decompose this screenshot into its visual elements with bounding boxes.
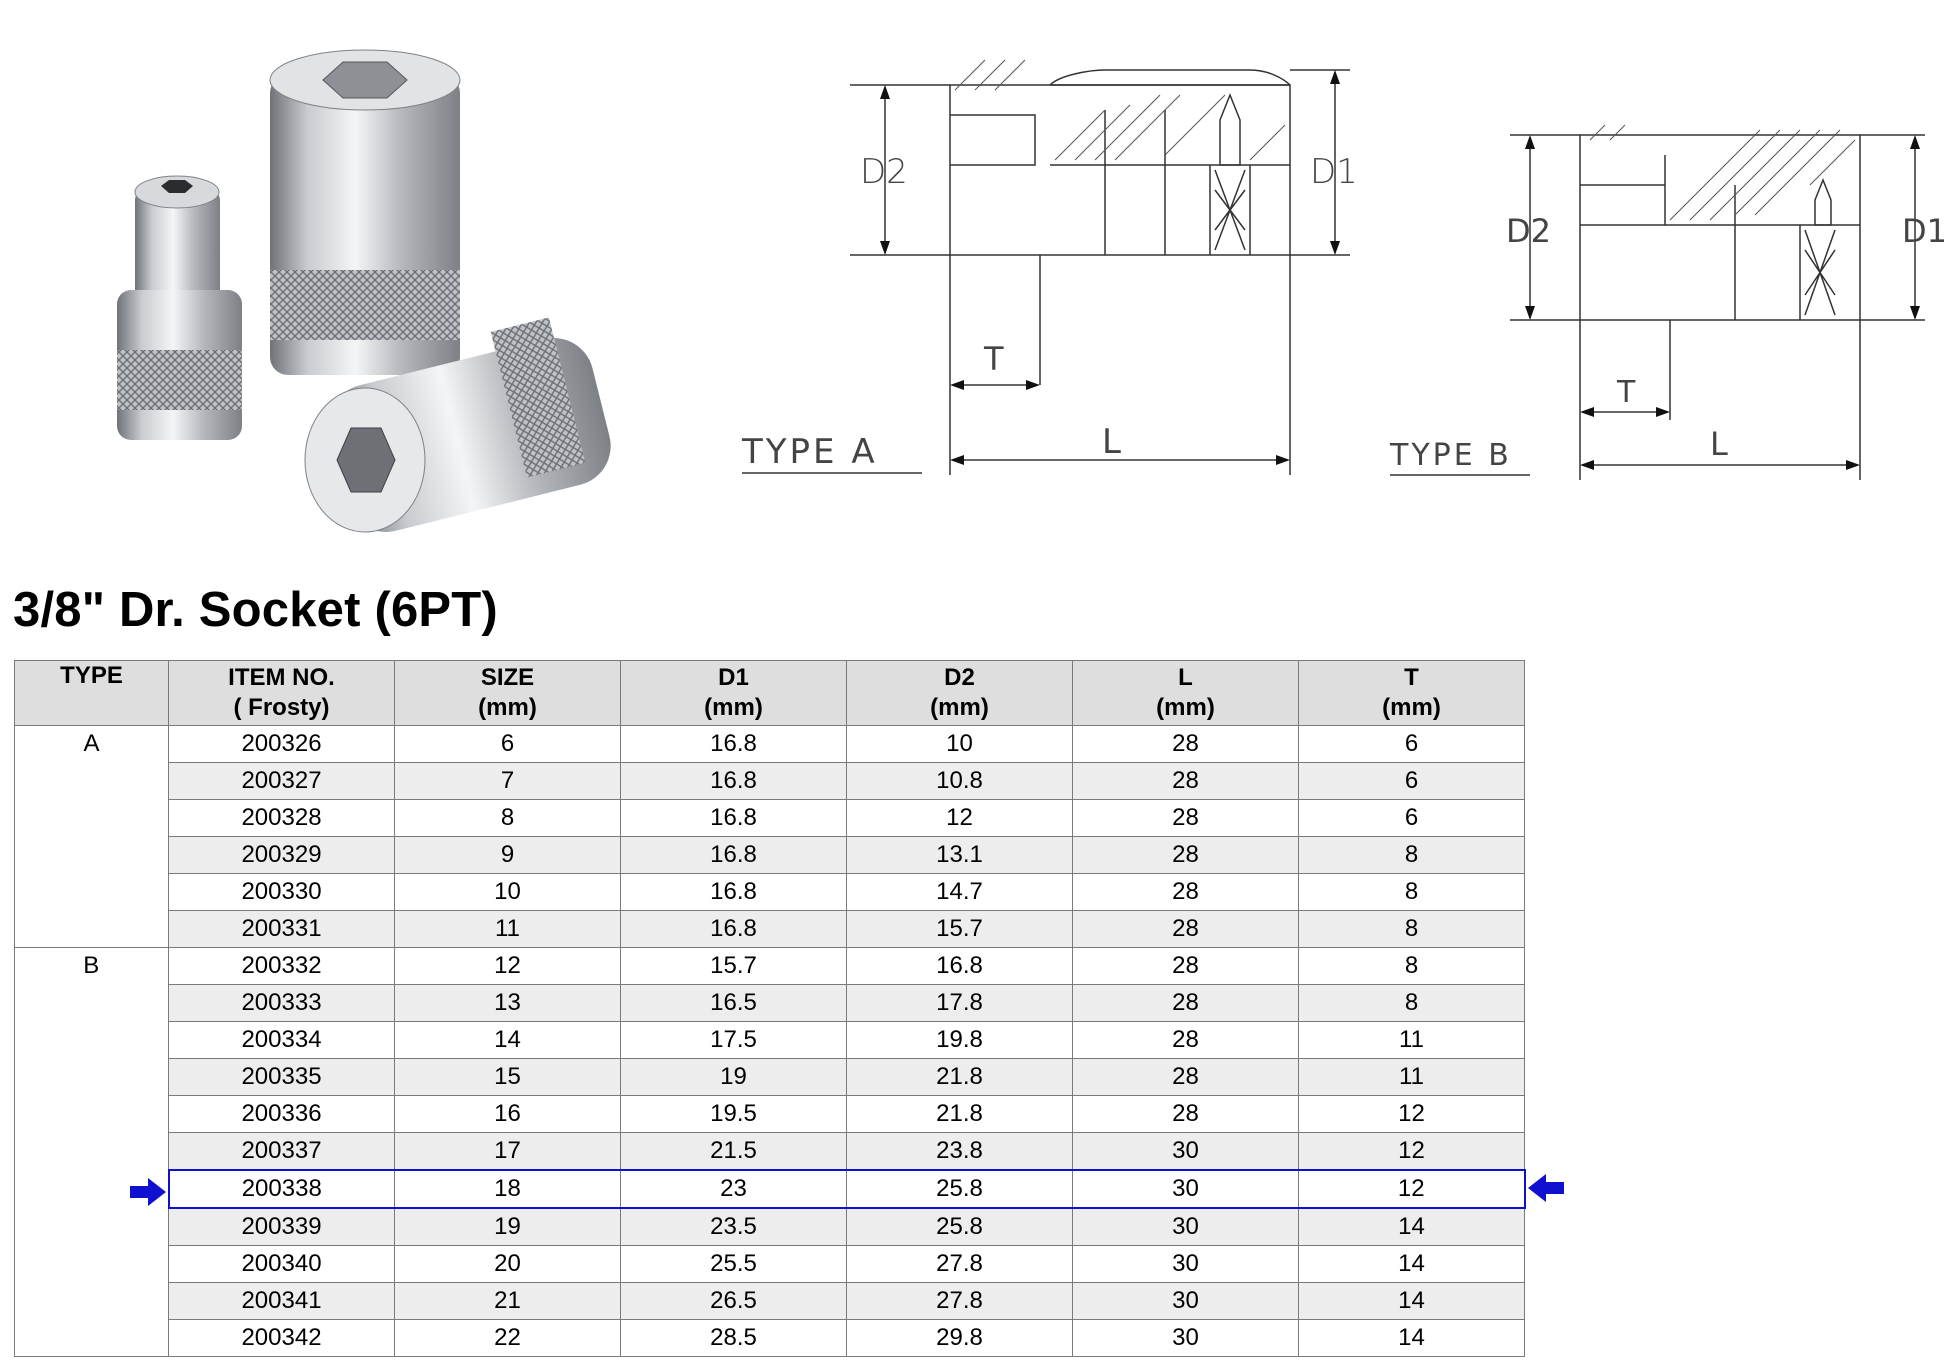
highlight-arrow-left-icon xyxy=(130,1178,166,1206)
table-cell: 12 xyxy=(847,800,1073,837)
table-cell: 6 xyxy=(1299,726,1525,763)
table-cell: 12 xyxy=(395,948,621,985)
table-cell: 200335 xyxy=(169,1059,395,1096)
table-cell: 16.5 xyxy=(621,985,847,1022)
table-cell: 28 xyxy=(1073,948,1299,985)
table-cell: 16.8 xyxy=(621,837,847,874)
table-cell: 28 xyxy=(1073,985,1299,1022)
table-cell: 28 xyxy=(1073,837,1299,874)
table-cell: 200334 xyxy=(169,1022,395,1059)
table-cell: 28 xyxy=(1073,763,1299,800)
table-cell: 200336 xyxy=(169,1096,395,1133)
column-header-unit: (mm) xyxy=(930,694,989,721)
table-cell: 30 xyxy=(1073,1133,1299,1171)
table-cell: 22 xyxy=(395,1320,621,1357)
small-socket-image xyxy=(117,176,242,440)
table-cell: 200338 xyxy=(169,1170,395,1208)
table-cell: 21 xyxy=(395,1283,621,1320)
column-header-unit: ( Frosty) xyxy=(233,694,330,721)
table-cell: 14 xyxy=(1299,1246,1525,1283)
table-cell: 23.5 xyxy=(621,1208,847,1246)
table-body xyxy=(15,726,1525,1357)
dim-t-a: T xyxy=(984,340,1004,378)
table-cell: 17.8 xyxy=(847,985,1073,1022)
table-cell: 23 xyxy=(621,1170,847,1208)
table-cell: 27.8 xyxy=(847,1283,1073,1320)
table-cell: 28.5 xyxy=(621,1320,847,1357)
table-cell: 9 xyxy=(395,837,621,874)
column-header-label: T xyxy=(1404,664,1419,691)
type-cell: A xyxy=(15,726,169,948)
table-cell: 16 xyxy=(395,1096,621,1133)
column-header xyxy=(395,661,621,726)
column-header-unit: (mm) xyxy=(704,694,763,721)
table-cell: 8 xyxy=(1299,911,1525,948)
table-cell: 28 xyxy=(1073,874,1299,911)
table-cell: 10 xyxy=(395,874,621,911)
table-cell: 200327 xyxy=(169,763,395,800)
column-header xyxy=(1073,661,1299,726)
dim-l-a: L xyxy=(1102,422,1121,462)
table-cell: 26.5 xyxy=(621,1283,847,1320)
table-cell: 200328 xyxy=(169,800,395,837)
table-cell: 23.8 xyxy=(847,1133,1073,1171)
page-title: 3/8" Dr. Socket (6PT) xyxy=(13,583,498,637)
table-cell: 200331 xyxy=(169,911,395,948)
table-cell: 6 xyxy=(1299,763,1525,800)
column-header-label: D1 xyxy=(718,664,749,691)
table-cell: 27.8 xyxy=(847,1246,1073,1283)
type-b-drawing xyxy=(1380,120,1955,490)
column-header xyxy=(169,661,395,726)
table-cell: 200342 xyxy=(169,1320,395,1357)
table-cell: 16.8 xyxy=(621,800,847,837)
table-cell: 30 xyxy=(1073,1208,1299,1246)
table-cell: 17.5 xyxy=(621,1022,847,1059)
table-cell: 200340 xyxy=(169,1246,395,1283)
table-cell: 14 xyxy=(1299,1208,1525,1246)
table-cell: 11 xyxy=(1299,1022,1525,1059)
table-row xyxy=(15,1208,1525,1246)
table-row xyxy=(15,763,1525,800)
dim-d1-b: D1 xyxy=(1902,212,1947,250)
table-cell: 12 xyxy=(1299,1170,1525,1208)
table-cell: 28 xyxy=(1073,1022,1299,1059)
table-cell: 15.7 xyxy=(847,911,1073,948)
table-cell: 19.5 xyxy=(621,1096,847,1133)
table-cell: 17 xyxy=(395,1133,621,1171)
table-cell: 30 xyxy=(1073,1283,1299,1320)
highlight-arrow-right-icon xyxy=(1528,1174,1564,1202)
table-cell: 200330 xyxy=(169,874,395,911)
table-row xyxy=(15,911,1525,948)
table-row xyxy=(15,726,1525,763)
table-cell: 30 xyxy=(1073,1320,1299,1357)
table-row xyxy=(15,1246,1525,1283)
table-row xyxy=(15,1283,1525,1320)
table-row xyxy=(15,1022,1525,1059)
table-cell: 14 xyxy=(395,1022,621,1059)
type-a-drawing xyxy=(710,55,1370,485)
dim-d2-a: D2 xyxy=(860,152,908,192)
table-cell: 13.1 xyxy=(847,837,1073,874)
column-header xyxy=(15,661,169,726)
table-cell: 16.8 xyxy=(621,726,847,763)
table-cell: 6 xyxy=(395,726,621,763)
table-cell: 28 xyxy=(1073,800,1299,837)
table-row xyxy=(15,1096,1525,1133)
column-header xyxy=(621,661,847,726)
dim-t-b: T xyxy=(1617,375,1636,410)
table-cell: 8 xyxy=(1299,837,1525,874)
table-cell: 12 xyxy=(1299,1096,1525,1133)
table-cell: 14 xyxy=(1299,1283,1525,1320)
table-cell: 16.8 xyxy=(621,763,847,800)
table-cell: 15 xyxy=(395,1059,621,1096)
table-cell: 8 xyxy=(395,800,621,837)
table-row xyxy=(15,837,1525,874)
column-header-unit: (mm) xyxy=(1156,694,1215,721)
table-cell: 8 xyxy=(1299,985,1525,1022)
dim-l-b: L xyxy=(1710,425,1728,463)
table-cell: 8 xyxy=(1299,874,1525,911)
dim-d1-a: D1 xyxy=(1310,152,1358,192)
large-socket-image xyxy=(270,50,460,375)
type-cell: B xyxy=(15,948,169,1357)
table-row xyxy=(15,948,1525,985)
table-row xyxy=(15,800,1525,837)
column-header xyxy=(1299,661,1525,726)
table-cell: 30 xyxy=(1073,1170,1299,1208)
table-cell: 10.8 xyxy=(847,763,1073,800)
table-cell: 15.7 xyxy=(621,948,847,985)
table-row xyxy=(15,1133,1525,1171)
table-row xyxy=(15,985,1525,1022)
table-cell: 21.8 xyxy=(847,1096,1073,1133)
table-cell: 19.8 xyxy=(847,1022,1073,1059)
table-cell: 30 xyxy=(1073,1246,1299,1283)
product-photo xyxy=(95,40,655,550)
type-b-label: TYPE B xyxy=(1390,438,1512,473)
table-header xyxy=(15,661,1525,726)
table-cell: 20 xyxy=(395,1246,621,1283)
table-cell: 6 xyxy=(1299,800,1525,837)
table-row xyxy=(15,1059,1525,1096)
table-cell: 16.8 xyxy=(621,911,847,948)
table-cell: 21.8 xyxy=(847,1059,1073,1096)
column-header-label: L xyxy=(1178,664,1193,691)
table-cell: 11 xyxy=(395,911,621,948)
table-cell: 11 xyxy=(1299,1059,1525,1096)
table-row xyxy=(15,1320,1525,1357)
table-cell: 16.8 xyxy=(621,874,847,911)
table-cell: 8 xyxy=(1299,948,1525,985)
table-cell: 13 xyxy=(395,985,621,1022)
table-cell: 28 xyxy=(1073,726,1299,763)
column-header-label: TYPE xyxy=(60,662,123,689)
specification-table xyxy=(14,660,1526,1357)
table-cell: 18 xyxy=(395,1170,621,1208)
table-cell: 25.8 xyxy=(847,1170,1073,1208)
table-cell: 14.7 xyxy=(847,874,1073,911)
table-cell: 200339 xyxy=(169,1208,395,1246)
table-cell: 200341 xyxy=(169,1283,395,1320)
table-cell: 200329 xyxy=(169,837,395,874)
table-cell: 28 xyxy=(1073,911,1299,948)
dim-d2-b: D2 xyxy=(1506,212,1551,250)
column-header-label: ITEM NO. xyxy=(228,664,335,691)
column-header-label: SIZE xyxy=(480,664,535,691)
table-cell: 200333 xyxy=(169,985,395,1022)
table-cell: 25.5 xyxy=(621,1246,847,1283)
table-cell: 14 xyxy=(1299,1320,1525,1357)
table-cell: 21.5 xyxy=(621,1133,847,1171)
table-cell: 16.8 xyxy=(847,948,1073,985)
table-row xyxy=(15,874,1525,911)
table-cell: 28 xyxy=(1073,1059,1299,1096)
column-header-unit: (mm) xyxy=(1382,694,1441,721)
table-cell: 7 xyxy=(395,763,621,800)
table-cell: 200326 xyxy=(169,726,395,763)
table-cell: 25.8 xyxy=(847,1208,1073,1246)
table-cell: 19 xyxy=(395,1208,621,1246)
table-cell: 200337 xyxy=(169,1133,395,1171)
column-header xyxy=(847,661,1073,726)
column-header-unit: (mm) xyxy=(478,694,537,721)
table-cell: 29.8 xyxy=(847,1320,1073,1357)
column-header-label: D2 xyxy=(944,664,975,691)
table-cell: 12 xyxy=(1299,1133,1525,1171)
table-cell: 200332 xyxy=(169,948,395,985)
table-cell: 19 xyxy=(621,1059,847,1096)
table-cell: 28 xyxy=(1073,1096,1299,1133)
table-cell: 10 xyxy=(847,726,1073,763)
table-row xyxy=(15,1170,1525,1208)
type-a-label: TYPE A xyxy=(742,432,878,472)
